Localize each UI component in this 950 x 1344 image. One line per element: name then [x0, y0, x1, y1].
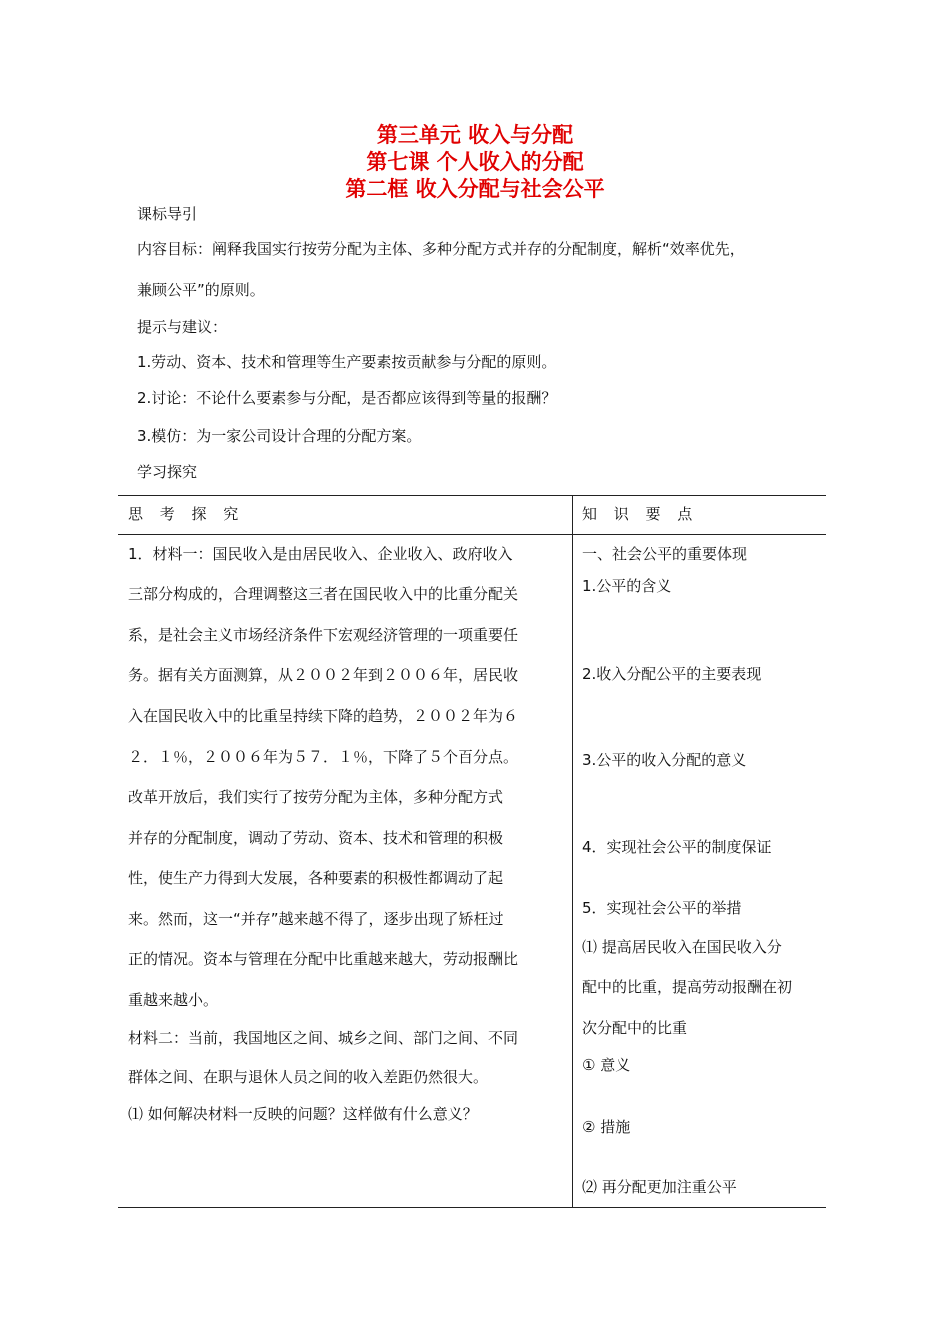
knowledge-point: ① 意义 [582, 1056, 631, 1074]
thinking-column [118, 535, 573, 1208]
tip-1: 1.劳动、资本、技术和管理等生产要素按贡献参与分配的原则。 [137, 353, 557, 371]
knowledge-point: ⑴ 提高居民收入在国民收入分 [582, 938, 782, 956]
header-cell-thinking [118, 496, 573, 535]
material-line: 务。据有关方面测算，从２００２年到２００６年，居民收 [128, 666, 519, 684]
knowledge-point: ⑵ 再分配更加注重公平 [582, 1178, 737, 1196]
knowledge-point: 1.公平的含义 [582, 577, 672, 595]
table-body-row [118, 535, 826, 1208]
material-line: 三部分构成的，合理调整这三者在国民收入中的比重分配关 [128, 585, 519, 603]
right-header: 知 识 要 点 [582, 505, 699, 523]
material-line: 入在国民收入中的比重呈持续下降的趋势，２００２年为６ [128, 707, 519, 725]
header-cell-knowledge [573, 496, 827, 535]
unit-title: 第三单元 收入与分配 [376, 123, 574, 147]
material-line: ２．１％，２００６年为５７．１％，下降了５个百分点。 [128, 748, 519, 766]
lesson-title: 第七课 个人收入的分配 [366, 150, 584, 174]
question-line: ⑴ 如何解决材料一反映的问题？这样做有什么意义？ [128, 1105, 478, 1123]
knowledge-point: 3.公平的收入分配的意义 [582, 751, 747, 769]
left-header: 思 考 探 究 [128, 505, 245, 523]
material-line: 1．材料一：国民收入是由居民收入、企业收入、政府收入 [128, 545, 513, 563]
guide-heading: 课标导引 [137, 205, 198, 223]
content-target-line-1: 内容目标：阐释我国实行按劳分配为主体、多种分配方式并存的分配制度，解析“效率优先， [137, 240, 745, 258]
knowledge-point: 5．实现社会公平的举措 [582, 899, 742, 917]
study-heading: 学习探究 [137, 463, 198, 481]
study-table [118, 495, 826, 1208]
material-line: 正的情况。资本与管理在分配中比重越来越大，劳动报酬比 [128, 950, 519, 968]
table-header-row [118, 496, 826, 535]
content-target-line-2: 兼顾公平”的原则。 [137, 281, 265, 299]
material-line: 性，使生产力得到大发展，各种要素的积极性都调动了起 [128, 869, 504, 887]
section-title: 第二框 收入分配与社会公平 [345, 177, 605, 201]
title-block [0, 122, 950, 203]
knowledge-point: 4．实现社会公平的制度保证 [582, 838, 772, 856]
tips-heading: 提示与建议： [137, 318, 228, 336]
material-line: 并存的分配制度，调动了劳动、资本、技术和管理的积极 [128, 829, 504, 847]
knowledge-point: 配中的比重，提高劳动报酬在初 [582, 978, 793, 996]
material-line: 来。然而，这一“并存”越来越不得了，逐步出现了矫枉过 [128, 910, 504, 928]
tip-2: 2.讨论：不论什么要素参与分配，是否都应该得到等量的报酬？ [137, 389, 557, 407]
tip-3: 3.模仿：为一家公司设计合理的分配方案。 [137, 427, 422, 445]
material-line: 重越来越小。 [128, 991, 219, 1009]
material-line: 系，是社会主义市场经济条件下宏观经济管理的一项重要任 [128, 626, 519, 644]
material-line: 群体之间、在职与退休人员之间的收入差距仍然很大。 [128, 1068, 489, 1086]
material-line: 材料二：当前，我国地区之间、城乡之间、部门之间、不同 [128, 1029, 519, 1047]
knowledge-point: 2.收入分配公平的主要表现 [582, 665, 762, 683]
knowledge-column [573, 535, 827, 1208]
knowledge-point: 一、社会公平的重要体现 [582, 545, 748, 563]
knowledge-point: ② 措施 [582, 1118, 631, 1136]
knowledge-point: 次分配中的比重 [582, 1019, 688, 1037]
material-line: 改革开放后，我们实行了按劳分配为主体，多种分配方式 [128, 788, 504, 806]
